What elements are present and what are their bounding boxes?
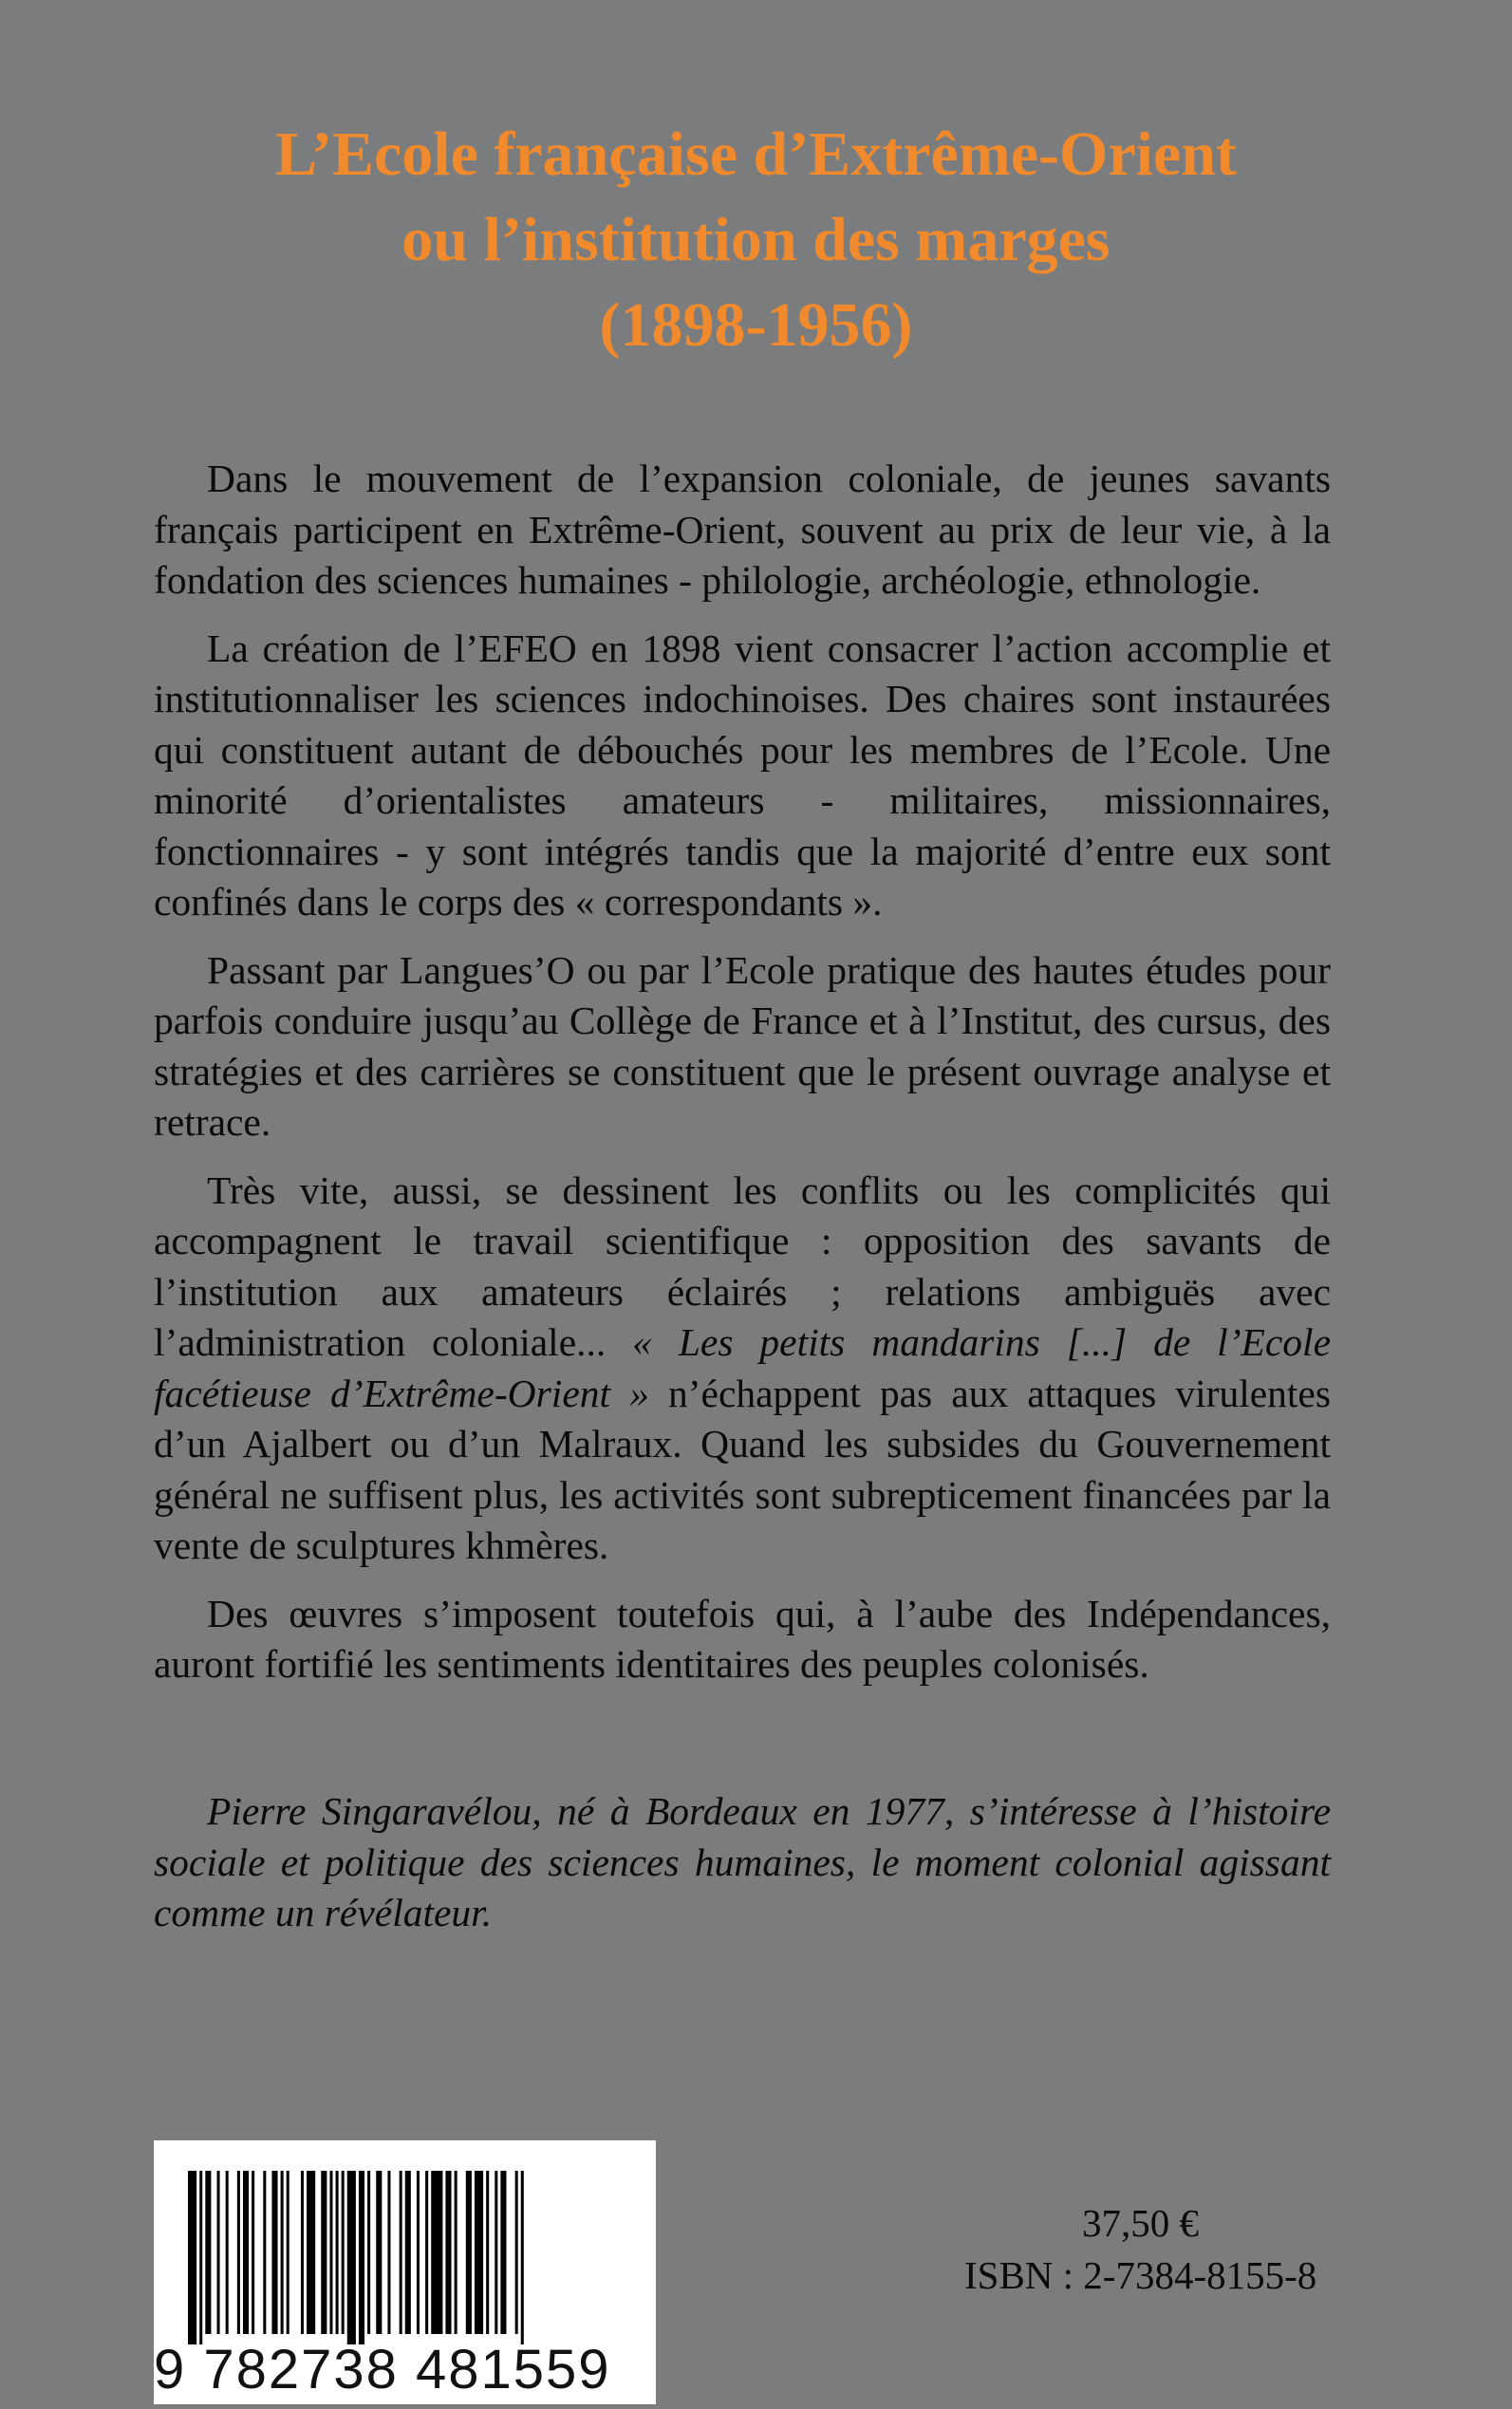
barcode-bar	[425, 2171, 428, 2334]
barcode-bar	[400, 2171, 402, 2334]
barcode-bar	[486, 2171, 489, 2334]
barcode-bar	[342, 2171, 345, 2334]
blurb-paragraph-4-end: n’échappent pas aux attaques virulentes d’un Ajalbert ou d’un Malraux. Quand les subsides du Gouvernement général ne suffisent plus, les activités sont subrepticement financées par la vente de sculptures khmères.	[154, 1371, 1332, 1567]
barcode-bar	[226, 2171, 229, 2334]
author-bio	[154, 1786, 1331, 1939]
barcode-bar	[336, 2171, 339, 2334]
barcode	[154, 2140, 656, 2404]
blurb-paragraph-1: Dans le mouvement de l’expansion coloniale, de jeunes savants français participent en Extrême-Orient, souvent au prix de leur vie, à la fondation des sciences humaines - philologie, archéologie, ethnologie.	[154, 457, 1331, 602]
barcode-bar	[387, 2171, 390, 2334]
blurb-quote: « Les petits mandarins [...] de l’Ecole facétieuse d’Extrême-Orient »	[154, 1320, 1331, 1415]
title-line-3: (1898-1956)	[599, 290, 913, 360]
barcode-bar	[271, 2171, 277, 2334]
title-line-2: ou l’institution des marges	[401, 205, 1111, 274]
barcode-bar	[500, 2171, 506, 2334]
barcode-bars	[154, 2140, 656, 2344]
isbn: ISBN : 2-7384-8155-8	[964, 2253, 1317, 2297]
price: 37,50 €	[1082, 2201, 1199, 2245]
barcode-bar	[445, 2171, 451, 2334]
barcode-bar	[301, 2171, 304, 2334]
barcode-bar	[431, 2171, 442, 2334]
barcode-bar	[329, 2171, 332, 2334]
barcode-bar	[359, 2171, 364, 2344]
barcode-bar	[455, 2171, 457, 2334]
barcode-bar	[417, 2171, 420, 2334]
barcode-bar	[347, 2171, 356, 2344]
author-bio-text: Pierre Singaravélou, né à Bordeaux en 1977, s’intéresse à l’histoire sociale et politique des sciences humaines, le moment colonial agissant comme un révélateur.	[154, 1789, 1331, 1934]
barcode-bar	[475, 2171, 483, 2334]
title-line-1: L’Ecole française d’Extrême-Orient	[275, 120, 1237, 189]
barcode-bar	[205, 2171, 211, 2334]
book-title	[0, 112, 1512, 368]
barcode-bar	[237, 2171, 240, 2334]
blurb-text	[154, 454, 1331, 1708]
barcode-bar	[367, 2171, 370, 2334]
blurb-paragraph-5: Des œuvres s’imposent toutefois qui, à l’aube des Indépendances, auront fortifié les sentiments identitaires des peuples colonisés.	[154, 1591, 1331, 1686]
barcode-bar	[405, 2171, 411, 2334]
blurb-paragraph-4	[154, 1166, 1331, 1572]
barcode-digits: 9 782738 481559	[154, 2339, 611, 2400]
barcode-bar	[495, 2171, 497, 2334]
barcode-bar	[321, 2171, 327, 2334]
barcode-bar	[199, 2171, 202, 2344]
blurb-paragraph-2: La création de l’EFEO en 1898 vient consacrer l’action accomplie et institutionnaliser les sciences indochinoises. Des chaires sont instaurées qui constituent autant de débouchés pour les membres de l’Ecole. Une minorité d’orientalistes amateurs - militaires, missionnaires, fonctionnaires - y sont intégrés tandis que la majorité d’entre eux sont confinés dans le corps des « correspondants ».	[154, 626, 1331, 924]
barcode-bar	[281, 2171, 284, 2334]
barcode-bar	[287, 2171, 289, 2334]
blurb-paragraph-4-start: Très vite, aussi, se dessinent les conflits ou les complicités qui accompagnent le travail scientifique : opposition des savants de l’institution aux amateurs éclairés ; relations ambiguës avec l’administration coloniale...	[154, 1167, 1331, 1364]
blurb-paragraph-3: Passant par Langues’O ou par l’Ecole pratique des hautes études pour parfois conduire jusqu’au Collège de France et à l’Institut, des cursus, des stratégies et des carrières se constituent que le présent ouvrage analyse et retrace.	[154, 947, 1331, 1144]
barcode-bar	[188, 2171, 196, 2344]
barcode-bar	[521, 2171, 524, 2344]
barcode-bar	[263, 2171, 266, 2334]
barcode-bar	[515, 2171, 518, 2334]
barcode-bar	[466, 2171, 472, 2334]
barcode-bar	[307, 2171, 315, 2334]
barcode-bar	[243, 2171, 249, 2334]
barcode-bar	[252, 2171, 254, 2334]
barcode-bar	[217, 2171, 220, 2334]
barcode-bar	[376, 2171, 382, 2334]
